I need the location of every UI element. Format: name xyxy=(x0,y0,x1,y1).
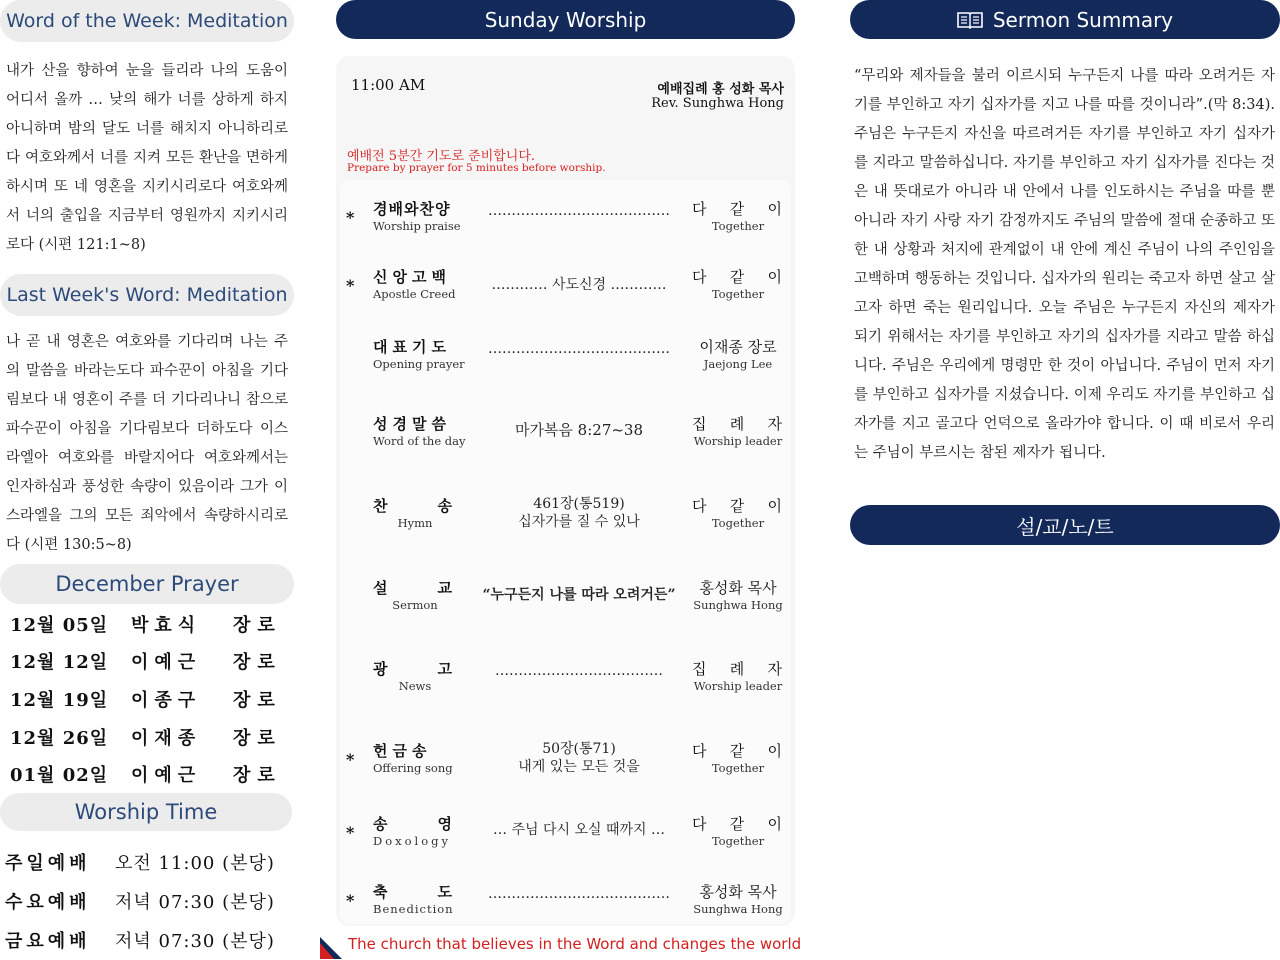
worship-service-name: 수요예배 xyxy=(5,892,91,913)
order-title-en: Sermon xyxy=(392,598,438,612)
order-title xyxy=(373,198,461,233)
order-detail xyxy=(474,740,684,776)
prayer-name: 이예근 xyxy=(131,765,202,786)
prayer-name: 이예근 xyxy=(131,652,202,673)
prayer-role: 장로 xyxy=(233,652,282,673)
order-detail-line1: “누구든지 나를 따라 오려거든” xyxy=(482,587,676,603)
last-week-text: 나 곧 내 영혼은 여호와를 기다리며 나는 주의 말씀을 바라는도다 파수꾼이 아침을 기다림보다 내 영혼이 주를 더 기다리나니 참으로 파수꾼이 아침을 기다림보다 더하도다 이스라엘아 여호와를 바랄지어다 여호와께서는 인자하심과 풍성한 속량이 있음이라 그가 이스라엘을 그의 모든 죄악에서 속량하시리로다 (시편 130:5~8) xyxy=(6,334,288,553)
order-item xyxy=(340,336,790,380)
prayer-role: 장로 xyxy=(233,615,282,636)
prayer-role: 장로 xyxy=(233,728,282,749)
prayer-date: 12월 12일 xyxy=(10,652,109,673)
order-title-ko: 광 고 xyxy=(373,660,457,678)
order-title-ko: 찬 송 xyxy=(373,497,457,515)
order-leader-en: Together xyxy=(711,219,765,233)
prayer-role: 장로 xyxy=(233,690,282,711)
standing-marker: * xyxy=(346,208,355,227)
prayer-date: 12월 19일 xyxy=(10,690,109,711)
worship-service-time: 저녁 07:30 (본당) xyxy=(115,931,275,952)
order-detail-line1: ………………………………… xyxy=(488,203,670,219)
order-detail xyxy=(474,421,684,439)
sunday-worship-header xyxy=(336,0,795,39)
worship-time-title: Worship Time xyxy=(74,800,218,824)
sermon-notes-label: 설/교/노/트 xyxy=(1016,514,1114,539)
order-leader-ko: 이재종 장로 xyxy=(699,338,777,356)
order-leader-en: Worship leader xyxy=(693,434,783,448)
order-leader-ko: 다 같 이 xyxy=(692,497,784,515)
order-detail xyxy=(474,202,684,220)
order-leader xyxy=(692,881,784,916)
order-title-en: Benediction xyxy=(373,902,454,916)
prayer-role: 장로 xyxy=(233,765,282,786)
worship-time-row xyxy=(5,849,295,879)
order-detail-line1: ………… 사도신경 ………… xyxy=(491,277,667,293)
order-title-ko: 헌금송 xyxy=(373,742,432,760)
worship-leader-ko: 예배집례 홍 성화 목사 xyxy=(657,82,784,97)
order-leader-en: Sunghwa Hong xyxy=(693,598,783,612)
standing-marker: * xyxy=(346,891,355,910)
order-title xyxy=(373,495,457,530)
order-detail xyxy=(474,340,684,358)
order-item xyxy=(340,198,790,242)
order-detail-line1: 마가복음 8:27~38 xyxy=(514,421,644,439)
order-leader-ko: 홍성화 목사 xyxy=(699,883,777,901)
order-leader xyxy=(692,495,784,530)
order-item xyxy=(340,495,790,539)
order-detail xyxy=(474,276,684,294)
order-title-ko: 신앙고백 xyxy=(373,268,451,286)
order-leader-en: Worship leader xyxy=(693,679,783,693)
prayer-name: 박효식 xyxy=(131,615,202,636)
order-title-ko: 대표기도 xyxy=(373,338,451,356)
last-week-title: Last Week's Word: Meditation xyxy=(6,284,288,306)
order-title xyxy=(373,336,465,371)
order-title-en: Apostle Creed xyxy=(373,287,456,301)
order-title-ko: 설 교 xyxy=(373,579,457,597)
order-leader-ko: 다 같 이 xyxy=(692,742,784,760)
order-leader-en: Jaejong Lee xyxy=(703,357,773,371)
standing-marker: * xyxy=(346,276,355,295)
prayer-row xyxy=(10,611,292,641)
order-leader xyxy=(692,198,784,233)
order-detail xyxy=(474,586,684,604)
order-title-en: Worship praise xyxy=(373,219,461,233)
order-leader-ko: 다 같 이 xyxy=(692,200,784,218)
worship-service-time: 오전 11:00 (본당) xyxy=(115,853,275,874)
order-title xyxy=(373,413,466,448)
order-title-ko: 축 도 xyxy=(373,883,457,901)
order-detail-line2: 내게 있는 모든 것을 xyxy=(518,759,640,775)
order-detail-line1: ……………………………… xyxy=(495,663,663,679)
order-item xyxy=(340,740,790,784)
worship-time-label: 11:00 AM xyxy=(351,76,426,94)
order-title xyxy=(373,658,457,693)
order-title-ko: 송 영 xyxy=(373,815,457,833)
sermon-notes-button[interactable] xyxy=(850,505,1280,545)
order-leader-en: Sunghwa Hong xyxy=(693,902,783,916)
order-leader xyxy=(692,740,784,775)
order-leader xyxy=(692,413,784,448)
worship-leader-en: Rev. Sunghwa Hong xyxy=(651,96,784,111)
order-title-en: Doxology xyxy=(373,834,452,848)
worship-service-name: 금요예배 xyxy=(5,931,91,952)
prayer-date: 12월 05일 xyxy=(10,615,109,636)
order-item xyxy=(340,266,790,310)
order-item xyxy=(340,413,790,457)
corner-triangle-icon xyxy=(320,937,342,959)
word-of-week-title: Word of the Week: Meditation xyxy=(6,10,288,32)
order-title xyxy=(373,881,457,916)
order-detail-line1: ………………………………… xyxy=(488,886,670,902)
prayer-row xyxy=(10,648,292,678)
prayer-row xyxy=(10,686,292,716)
order-leader xyxy=(692,336,784,371)
order-leader-en: Together xyxy=(711,516,765,530)
order-detail-line1: 50장(통71) xyxy=(542,741,616,757)
worship-service-name: 주일예배 xyxy=(5,853,91,874)
december-prayer-title: December Prayer xyxy=(55,572,239,596)
church-slogan: The church that believes in the Word and changes the world xyxy=(348,935,802,953)
order-detail-line1: 461장(통519) xyxy=(533,496,625,512)
december-prayer-header xyxy=(0,564,294,604)
order-leader-en: Together xyxy=(711,287,765,301)
order-detail xyxy=(474,495,684,531)
order-title-en: News xyxy=(398,679,432,693)
prayer-row xyxy=(10,761,292,791)
open-book-icon xyxy=(957,11,983,29)
order-item xyxy=(340,577,790,621)
order-title-ko: 경배와찬양 xyxy=(373,200,451,218)
order-title-en: Opening prayer xyxy=(373,357,465,371)
word-of-week-text: 내가 산을 향하여 눈을 들리라 나의 도움이 어디서 올까 … 낮의 해가 너를 상하게 하지 아니하며 밤의 달도 너를 해치지 아니하리로다 여호와께서 너를 지켜 모든 환난을 면하게 하시며 또 네 영혼을 지키시리로다 여호와께서 너의 출입을 지금부터 영원까지 지키시리로다 (시편 121:1~8) xyxy=(6,63,288,253)
sermon-summary-title: Sermon Summary xyxy=(992,7,1174,32)
standing-marker: * xyxy=(346,823,355,842)
order-item xyxy=(340,813,790,857)
sunday-worship-title: Sunday Worship xyxy=(484,7,647,32)
prayer-notice-ko: 예배전 5분간 기도로 준비합니다. xyxy=(347,149,536,164)
order-leader-ko: 홍성화 목사 xyxy=(699,579,777,597)
order-title xyxy=(373,740,457,775)
order-detail xyxy=(474,662,684,680)
order-detail-line2: 십자가를 질 수 있나 xyxy=(518,514,640,530)
prayer-row xyxy=(10,724,292,754)
order-leader xyxy=(692,813,784,848)
sermon-summary-header xyxy=(850,0,1280,39)
order-item xyxy=(340,658,790,702)
order-detail-line1: … 주님 다시 오실 때까지 … xyxy=(493,822,665,838)
order-title-en: Offering song xyxy=(373,761,453,775)
prayer-date: 01월 02일 xyxy=(10,765,109,786)
order-detail-line1: ………………………………… xyxy=(488,341,670,357)
order-title xyxy=(373,577,457,612)
order-leader-en: Together xyxy=(711,761,765,775)
order-title-en: Word of the day xyxy=(373,434,466,448)
order-leader-ko: 다 같 이 xyxy=(692,268,784,286)
order-title-en: Hymn xyxy=(397,516,433,530)
order-detail xyxy=(474,885,684,903)
prayer-name: 이종구 xyxy=(131,690,202,711)
order-leader xyxy=(692,266,784,301)
worship-time-header xyxy=(0,793,292,831)
last-week-header xyxy=(0,274,294,316)
order-title xyxy=(373,266,457,301)
worship-time-row xyxy=(5,888,295,918)
worship-time-row xyxy=(5,927,295,957)
sermon-summary-text: “무리와 제자들을 불러 이르시되 누구든지 나를 따라 오려거든 자기를 부인하고 자기 십자가를 지고 나를 따를 것이니라”.(막 8:34). 주님은 누구든지 자신을 따르려거든 자기를 부인하고 자기 십자가를 지라고 말씀하십니다. 자기를 부인하고 자기 십자가를 진다는 것은 내 뜻대로가 아니라 내 안에서 나를 인도하시는 주님을 따를 뿐 아니라 자기 사랑 자기 감정까지도 주님의 말씀에 절대 순종하고 또한 내 상황과 처지에 관계없이 내 안에 계신 주님이 나의 주인임을 고백하며 행동하는 것입니다. 십자가의 원리는 죽고자 하면 살고 살고자 하면 죽는 원리입니다. 오늘 주님은 누구든지 자신의 제자가 되기 위해서는 자기를 부인하고 자기의 십자가를 지라고 말씀 하십니다. 주님은 우리에게 명령만 한 것이 아닙니다. 주님이 먼저 자기를 부인하고 십자가를 지셨습니다. 이제 우리도 자기를 부인하고 십자가를 지고 골고다 언덕으로 올라가야 합니다. 이 때 비로서 우리는 주님이 부르시는 참된 제자가 됩니다. xyxy=(854,68,1275,461)
order-title xyxy=(373,813,457,848)
order-detail xyxy=(474,821,684,839)
order-leader-ko: 다 같 이 xyxy=(692,815,784,833)
order-leader xyxy=(692,577,784,612)
prayer-name: 이재종 xyxy=(131,728,202,749)
worship-service-time: 저녁 07:30 (본당) xyxy=(115,892,275,913)
word-of-week-header xyxy=(0,0,294,42)
order-item xyxy=(340,881,790,925)
prayer-date: 12월 26일 xyxy=(10,728,109,749)
order-leader-ko: 집 례 자 xyxy=(692,660,784,678)
prayer-notice-en: Prepare by prayer for 5 minutes before worship. xyxy=(347,162,606,174)
order-leader-ko: 집 례 자 xyxy=(692,415,784,433)
order-title-ko: 성경말씀 xyxy=(373,415,451,433)
order-leader xyxy=(692,658,784,693)
standing-marker: * xyxy=(346,750,355,769)
order-leader-en: Together xyxy=(711,834,765,848)
